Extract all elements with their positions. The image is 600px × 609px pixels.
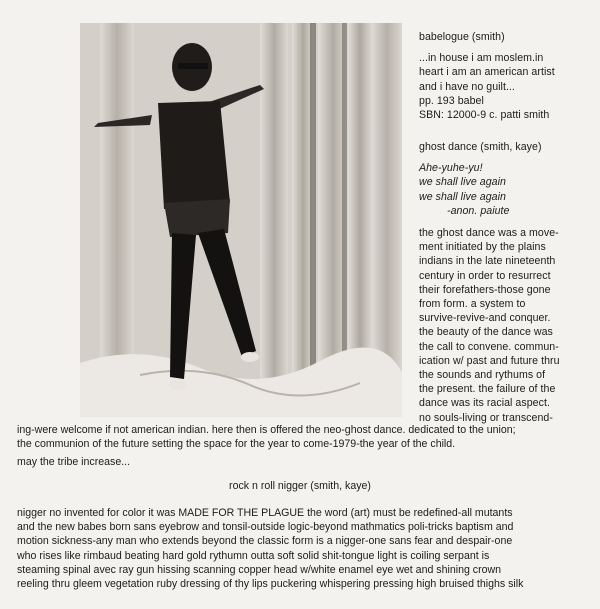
ghost-dance-body-line: no souls-living or transcend- — [419, 411, 553, 424]
ghost-dance-section — [419, 140, 597, 425]
lyric-line: reeling thru gleem vegetation ruby dressing of thy lips puckering whispering pressing high bruised thighs silk — [17, 578, 524, 591]
ghost-dance-heading: ghost dance (smith, kaye) — [419, 141, 542, 153]
ghost-dance-quote-line: Ahe-yuhe-yu! — [419, 162, 483, 175]
ghost-dance-quote-line: we shall live again — [419, 176, 506, 189]
babelogue-ref: SBN: 12000-9 c. patti smith — [419, 109, 550, 122]
ghost-dance-quote-line: we shall live again — [419, 190, 506, 203]
babelogue-line: heart i am an american artist — [419, 66, 555, 79]
ghost-dance-attribution: -anon. paiute — [447, 204, 510, 217]
ghost-dance-body-line: the ghost dance was a move- — [419, 227, 559, 240]
ghost-dance-body-line: the sounds and rythums of — [419, 369, 546, 382]
ghost-dance-body-line: ment initiated by the plains — [419, 241, 546, 254]
photo-illustration — [80, 23, 402, 417]
ghost-dance-closing: may the tribe increase... — [17, 456, 131, 469]
babelogue-heading: babelogue (smith) — [419, 31, 505, 43]
ghost-dance-body-line: their forefathers-those gone — [419, 283, 551, 296]
babelogue-ref: pp. 193 babel — [419, 94, 484, 107]
lyric-line: motion sickness-any man who extends beyond the classic form is a nigger-one sans fear and despair-one — [17, 535, 513, 548]
ghost-dance-body-line: dance was its racial aspect. — [419, 397, 550, 410]
babelogue-line: and i have no guilt... — [419, 80, 515, 93]
rock-n-roll-nigger-heading: rock n roll nigger (smith, kaye) — [229, 480, 371, 492]
ghost-dance-body-line: indians in the late nineteenth — [419, 255, 556, 268]
ghost-dance-body-line: from form. a system to — [419, 298, 526, 311]
continuation-line: ing-were welcome if not american indian. here then is offered the neo-ghost dance. dedicated to the union; — [17, 424, 516, 436]
rock-n-roll-nigger-section — [17, 506, 597, 591]
photo-figure-against-curtains — [80, 23, 402, 417]
ghost-dance-body-line: survive-revive-and conquer. — [419, 312, 551, 325]
lyric-line: steaming spinal avec ray gun hissing scanning copper head w/white enamel eye wet and shining crown — [17, 563, 502, 576]
ghost-dance-body-line: the present. the failure of the — [419, 383, 556, 396]
ghost-dance-continuation — [17, 423, 597, 470]
ghost-dance-body-line: the beauty of the dance was — [419, 326, 553, 339]
continuation-line: the communion of the future setting the space for the year to come-1979-the year of the child. — [17, 438, 456, 451]
babelogue-line: ...in house i am moslem.in — [419, 52, 544, 65]
ghost-dance-body-line: the call to convene. commun- — [419, 340, 559, 353]
ghost-dance-body-line: ication w/ past and future thru — [419, 354, 560, 367]
lyric-line: who rises like rimbaud beating hard gold rythumn outta soft solid shit-tongue light is coiling serpant is — [17, 549, 490, 562]
babelogue-section — [419, 30, 597, 122]
ghost-dance-body-line: century in order to resurrect — [419, 269, 551, 282]
lyric-line: and the new babes born sans eyebrow and tonsil-outside logic-beyond mathmatics poli-tricks baptism and — [17, 521, 514, 534]
lyric-line: nigger no invented for color it was MADE FOR THE PLAGUE the word (art) must be redefined-all mutants — [17, 507, 513, 519]
